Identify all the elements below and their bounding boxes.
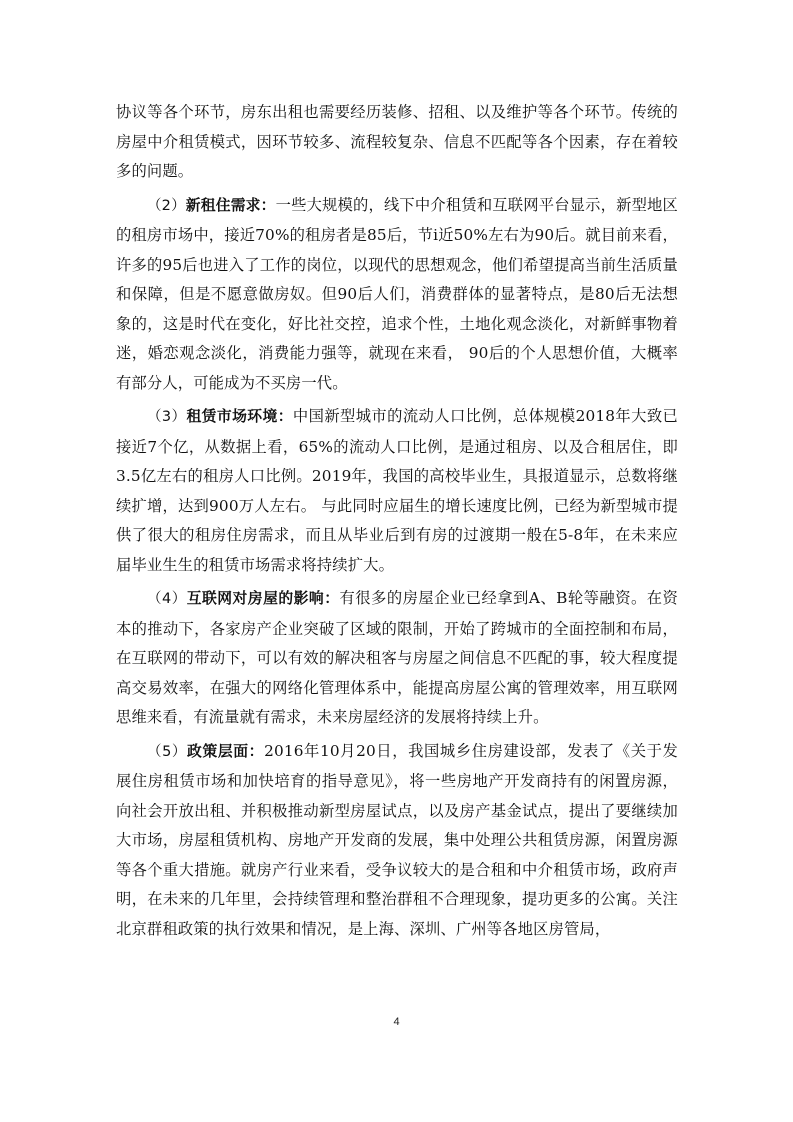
paragraph-heading: 新租住需求： — [185, 196, 276, 214]
document-body — [116, 98, 678, 948]
paragraph-rental-market-environment — [116, 402, 678, 580]
paragraph-number: （5） — [147, 743, 188, 760]
paragraph-number: （2） — [147, 197, 186, 214]
paragraph-text: 一些大规模的，线下中介租赁和互联网平台显示，新型地区的租房市场中，接近70%的租房者是85后，节i近50%左右为90后。就目前来看，许多的95后也进入了工作的岗位，以现代的思想观念，他们希望提高当前生活质量和保障，但是不愿意做房奴。但90后人们，消费群体的显著特点，是80后无法想象的，这是时代在变化，好比社交控，追求个性，土地化观念淡化，对新鲜事物着迷，婚恋观念淡化，消费能力强等，就现在来看， 90后的个人思想价值，大概率有部分人，可能成为不买房一代。 — [116, 195, 678, 392]
paragraph-continuation — [116, 98, 678, 187]
paragraph-heading: 租赁市场环境： — [186, 408, 293, 425]
paragraph-policy-level — [116, 737, 678, 945]
paragraph-internet-impact — [116, 584, 678, 733]
paragraph-text: 有很多的房屋企业已经拿到A、B轮等融资。在资本的推动下，各家房产企业突破了区域的限制，开始了跨城市的全面控制和布局，在互联网的带动下，可以有效的解决租客与房屋之间信息不匹配的事，较大程度提高交易效率，在强大的网络化管理体系中，能提高房屋公寓的管理效率，用互联网思维来看，有流量就有需求，未来房屋经济的发展将持续上升。 — [116, 589, 678, 726]
paragraph-text: 中国新型城市的流动人口比例，总体规模2018年大致已接近7个亿，从数据上看，65%的流动人口比例，是通过租房、以及合租居住，即3.5亿左右的租房人口比例。2019年，我国的高校毕业生，具报道显示，总数将继续扩增，达到900万人左右。 与此同时应届生的增长速度比例，已经为新型城市提供了很大的租房住房需求，而且从毕业后到有房的过渡期一般在5-8年，在未来应届毕业生生的租赁市场需求将持续扩大。 — [116, 407, 678, 574]
paragraph-text: 协议等各个环节，房东出租也需要经历装修、招租、以及维护等各个环节。传统的房屋中介租赁模式，因环节较多、流程较复杂、信息不匹配等各个因素，存在着较多的问题。 — [116, 103, 678, 180]
paragraph-number: （3） — [147, 409, 187, 425]
paragraph-new-rental-demand — [116, 191, 678, 399]
paragraph-number: （4） — [147, 591, 187, 607]
paragraph-heading: 互联网对房屋的影响： — [186, 590, 340, 607]
paragraph-text: 2016年10月20日，我国城乡住房建设部，发表了《关于发展住房租赁市场和加快培育的指导意见》，将一些房地产开发商持有的闲置房源，向社会开放出租、并积极推动新型房屋试点，以及房产基金试点，提出了要继续加大市场，房屋租赁机构、房地产开发商的发展，集中处理公共租赁房源，闲置房源等各个重大措施。就房产行业来看，受争议较大的是合租和中介租赁市场，政府声明，在未来的几年里，会持续管理和整治群租不合理现象，提功更多的公寓。关注北京群租政策的执行效果和情况，是上海、深圳、广州等各地区房管局， — [116, 741, 678, 938]
paragraph-heading: 政策层面： — [187, 742, 265, 760]
page-number: 4 — [393, 1016, 400, 1028]
